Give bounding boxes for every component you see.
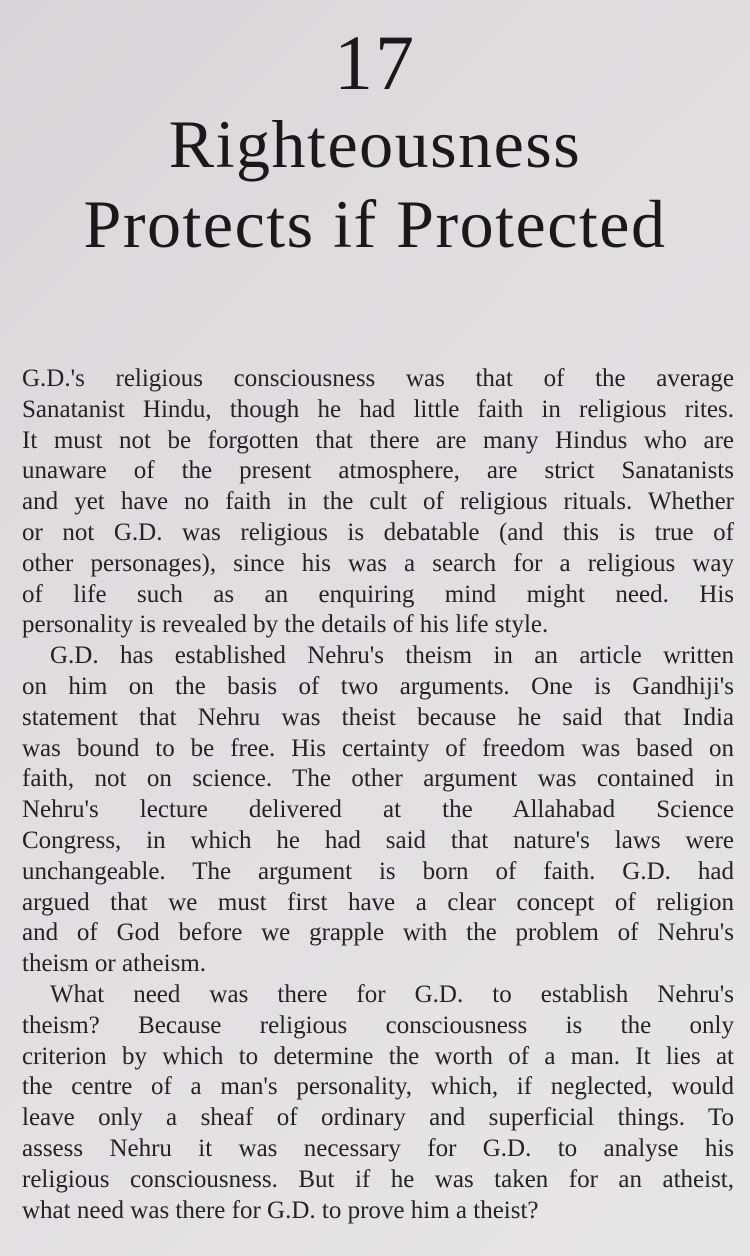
paragraph xyxy=(22,364,734,641)
text-line: unaware of the present atmosphere, are strict Sanatanists xyxy=(22,457,734,485)
text-line: argued that we must first have a clear concept of religion xyxy=(22,888,734,916)
text-line: what need was there for G.D. to prove him a theist? xyxy=(22,1196,539,1224)
text-line: G.D. has established Nehru's theism in an article written xyxy=(50,642,734,670)
chapter-number: 17 xyxy=(334,19,416,106)
text-line: was bound to be free. His certainty of freedom was based on xyxy=(22,734,734,762)
text-line: assess Nehru it was necessary for G.D. to analyse his xyxy=(22,1134,734,1162)
text-line: criterion by which to determine the worth of a man. It lies at xyxy=(22,1042,734,1070)
text-line: of life such as an enquiring mind might need. His xyxy=(22,580,734,608)
text-line: other personages), since his was a search for a religious way xyxy=(22,549,734,577)
text-line: unchangeable. The argument is born of faith. G.D. had xyxy=(22,857,734,885)
text-line: theism? Because religious consciousness is the only xyxy=(22,1011,734,1039)
text-line: and of God before we grapple with the problem of Nehru's xyxy=(22,919,734,947)
body-text xyxy=(22,364,734,1226)
text-line: leave only a sheaf of ordinary and superficial things. To xyxy=(22,1104,734,1132)
text-line: G.D.'s religious consciousness was that of the average xyxy=(22,365,734,392)
chapter-title xyxy=(0,104,750,264)
chapter-title-line-2: Protects if Protected xyxy=(83,186,667,262)
text-line: and yet have no faith in the cult of religious rituals. Whether xyxy=(22,488,734,516)
text-line: on him on the basis of two arguments. One is Gandhiji's xyxy=(22,672,734,700)
paragraph xyxy=(22,641,734,980)
text-line: faith, not on science. The other argument was contained in xyxy=(22,765,734,793)
text-line: theism or atheism. xyxy=(22,950,206,978)
text-line: religious consciousness. But if he was taken for an atheist, xyxy=(22,1165,734,1193)
text-line: Nehru's lecture delivered at the Allahabad Science xyxy=(22,796,734,824)
text-line: statement that Nehru was theist because he said that India xyxy=(22,703,734,731)
text-line: What need was there for G.D. to establish Nehru's xyxy=(50,980,734,1008)
text-line: the centre of a man's personality, which, if neglected, would xyxy=(22,1073,734,1101)
chapter-title-line-1: Righteousness xyxy=(168,106,582,182)
paragraph xyxy=(22,980,734,1226)
text-line: or not G.D. was religious is debatable (and this is true of xyxy=(22,518,734,546)
text-line: personality is revealed by the details of his life style. xyxy=(22,611,549,639)
text-line: Sanatanist Hindu, though he had little faith in religious rites. xyxy=(22,395,734,423)
text-line: Congress, in which he had said that nature's laws were xyxy=(22,826,734,854)
text-line: It must not be forgotten that there are many Hindus who are xyxy=(22,426,734,454)
